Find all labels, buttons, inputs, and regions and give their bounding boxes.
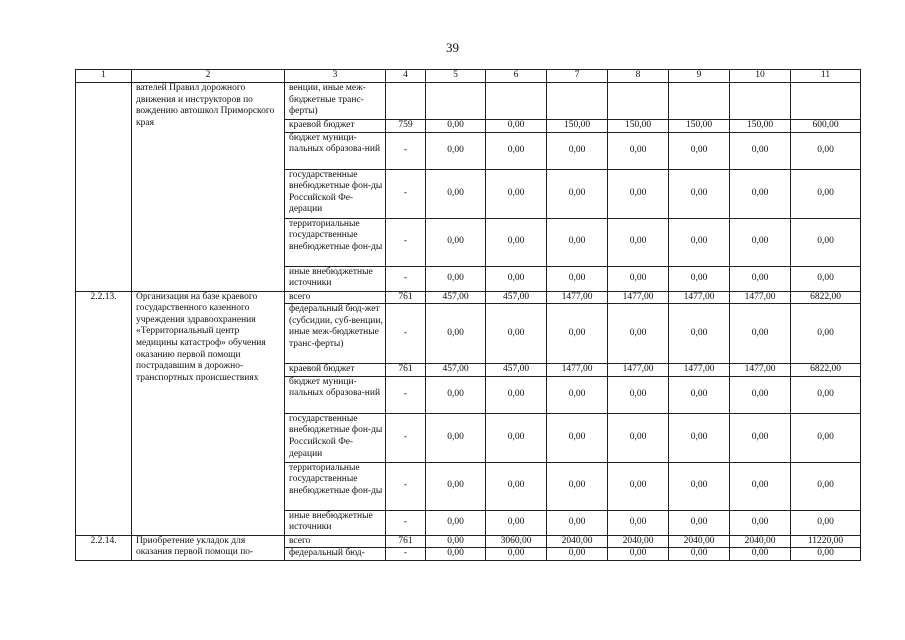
header-cell: 2 [132,70,285,83]
amount-cell: 0,00 [547,218,608,266]
amount-cell: 0,00 [547,376,608,413]
amount-cell: 1477,00 [730,291,791,304]
amount-cell: 0,00 [547,132,608,169]
amount-cell: 0,00 [730,169,791,218]
amount-cell: 2040,00 [547,535,608,548]
amount-cell: 0,00 [791,132,861,169]
amount-cell: 0,00 [669,510,730,535]
cell-code: - [386,266,426,291]
amount-cell: 1477,00 [547,291,608,304]
amount-cell: 150,00 [608,120,669,133]
amount-cell: 0,00 [730,462,791,510]
amount-cell: 150,00 [730,120,791,133]
amount-cell: 150,00 [669,120,730,133]
amount-cell: 0,00 [426,376,486,413]
amount-cell: 0,00 [608,413,669,462]
cell-code: - [386,218,426,266]
amount-cell: 0,00 [669,462,730,510]
funding-source: иные внебюджетные источники [285,510,386,535]
amount-cell: 0,00 [547,548,608,561]
amount-cell: 0,00 [486,132,547,169]
amount-cell: 0,00 [547,413,608,462]
amount-cell: 0,00 [669,169,730,218]
amount-cell: 0,00 [608,266,669,291]
header-cell: 8 [608,70,669,83]
amount-cell: 0,00 [791,413,861,462]
amount-cell: 1477,00 [608,291,669,304]
amount-cell: 0,00 [547,266,608,291]
item-code: 2.2.14. [76,535,132,560]
item-name: Организация на базе краевого государственного казенного учреждения здравоохранения «Территориальный центр медицины катастроф» обучения оказанию первой помощи пострадавшим в дорожно-транспортных происшествиях [132,291,285,535]
amount-cell: 0,00 [547,510,608,535]
amount-cell: 0,00 [669,304,730,364]
amount-cell: 0,00 [608,548,669,561]
header-cell: 9 [669,70,730,83]
amount-cell: 0,00 [426,548,486,561]
amount-cell: 1477,00 [669,364,730,377]
amount-cell: 0,00 [608,304,669,364]
amount-cell: 1477,00 [608,364,669,377]
amount-cell: 0,00 [486,548,547,561]
amount-cell: 2040,00 [669,535,730,548]
amount-cell: 0,00 [730,510,791,535]
cell-code [386,83,426,120]
page-number: 39 [446,40,459,55]
amount-cell: 0,00 [608,376,669,413]
funding-source: бюджет муници-пальных образова-ний [285,132,386,169]
funding-source: иные внебюджетные источники [285,266,386,291]
amount-cell: 0,00 [426,218,486,266]
amount-cell: 0,00 [608,510,669,535]
amount-cell: 0,00 [730,132,791,169]
cell-code: - [386,132,426,169]
amount-cell: 0,00 [426,462,486,510]
header-cell: 10 [730,70,791,83]
amount-cell: 3060,00 [486,535,547,548]
amount-cell: 0,00 [608,132,669,169]
amount-cell [791,83,861,120]
header-cell: 5 [426,70,486,83]
amount-cell: 6822,00 [791,291,861,304]
amount-cell: 0,00 [730,413,791,462]
cell-code: - [386,548,426,561]
amount-cell: 0,00 [426,535,486,548]
amount-cell [426,83,486,120]
cell-code: - [386,169,426,218]
amount-cell: 1477,00 [669,291,730,304]
amount-cell: 0,00 [547,462,608,510]
funding-source: краевой бюджет [285,120,386,133]
header-cell: 4 [386,70,426,83]
cell-code: - [386,376,426,413]
cell-code: 761 [386,535,426,548]
funding-source: бюджет муници-пальных образова-ний [285,376,386,413]
cell-code: 761 [386,364,426,377]
header-cell: 3 [285,70,386,83]
amount-cell: 0,00 [486,376,547,413]
amount-cell: 0,00 [791,510,861,535]
header-cell: 7 [547,70,608,83]
header-cell: 11 [791,70,861,83]
amount-cell: 0,00 [426,510,486,535]
amount-cell: 0,00 [669,218,730,266]
cell-code: - [386,462,426,510]
amount-cell: 0,00 [426,169,486,218]
amount-cell: 0,00 [426,266,486,291]
item-code: 2.2.13. [76,291,132,535]
amount-cell: 0,00 [730,218,791,266]
table-row [76,291,861,304]
amount-cell: 0,00 [791,304,861,364]
funding-source: краевой бюджет [285,364,386,377]
amount-cell: 0,00 [669,266,730,291]
amount-cell: 0,00 [608,169,669,218]
amount-cell: 0,00 [730,266,791,291]
amount-cell: 0,00 [426,304,486,364]
amount-cell [547,83,608,120]
amount-cell: 1477,00 [730,364,791,377]
amount-cell: 0,00 [608,218,669,266]
amount-cell: 0,00 [486,120,547,133]
amount-cell [486,83,547,120]
funding-source: территориальные государственные внебюджетные фон-ды [285,218,386,266]
amount-cell: 0,00 [486,169,547,218]
amount-cell: 6822,00 [791,364,861,377]
amount-cell: 0,00 [486,218,547,266]
amount-cell: 0,00 [486,413,547,462]
funding-source: федеральный бюд-жет (субсидии, суб-венции, иные меж-бюджетные транс-ферты) [285,304,386,364]
amount-cell: 457,00 [486,291,547,304]
budget-table [75,69,861,561]
funding-source: государственные внебюджетные фон-ды Российской Фе-дерации [285,169,386,218]
funding-source: федеральный бюд- [285,548,386,561]
funding-source: венции, иные меж-бюджетные транс-ферты) [285,83,386,120]
amount-cell: 0,00 [486,266,547,291]
header-cell: 1 [76,70,132,83]
amount-cell: 2040,00 [608,535,669,548]
amount-cell: 0,00 [669,413,730,462]
amount-cell: 0,00 [547,304,608,364]
amount-cell: 0,00 [486,304,547,364]
amount-cell: 2040,00 [730,535,791,548]
item-code [76,83,132,292]
amount-cell [730,83,791,120]
funding-source: всего [285,535,386,548]
amount-cell: 0,00 [791,376,861,413]
amount-cell: 457,00 [426,291,486,304]
funding-source: всего [285,291,386,304]
cell-code: 761 [386,291,426,304]
amount-cell: 0,00 [426,120,486,133]
amount-cell: 0,00 [486,510,547,535]
amount-cell: 0,00 [669,376,730,413]
amount-cell: 0,00 [791,548,861,561]
funding-source: территориальные государственные внебюджетные фон-ды [285,462,386,510]
funding-source: государственные внебюджетные фон-ды Российской Фе-дерации [285,413,386,462]
amount-cell: 0,00 [791,169,861,218]
table-row [76,535,861,548]
amount-cell: 11220,00 [791,535,861,548]
amount-cell: 0,00 [486,462,547,510]
cell-code: 759 [386,120,426,133]
amount-cell [669,83,730,120]
cell-code: - [386,304,426,364]
amount-cell: 1477,00 [547,364,608,377]
amount-cell: 0,00 [730,304,791,364]
table-row [76,83,861,120]
amount-cell: 0,00 [730,548,791,561]
amount-cell: 0,00 [669,548,730,561]
amount-cell: 0,00 [791,462,861,510]
amount-cell: 150,00 [547,120,608,133]
amount-cell: 600,00 [791,120,861,133]
amount-cell: 457,00 [426,364,486,377]
amount-cell: 0,00 [608,462,669,510]
amount-cell: 0,00 [791,218,861,266]
amount-cell: 0,00 [791,266,861,291]
cell-code: - [386,413,426,462]
amount-cell: 0,00 [669,132,730,169]
amount-cell: 0,00 [730,376,791,413]
header-cell: 6 [486,70,547,83]
header-row [76,70,861,83]
amount-cell: 0,00 [547,169,608,218]
amount-cell [608,83,669,120]
item-name: вателей Правил дорожного движения и инструкторов по вождению автошкол Приморского края [132,83,285,292]
amount-cell: 0,00 [426,413,486,462]
item-name: Приобретение укладок для оказания первой помощи по- [132,535,285,560]
amount-cell: 457,00 [486,364,547,377]
cell-code: - [386,510,426,535]
amount-cell: 0,00 [426,132,486,169]
